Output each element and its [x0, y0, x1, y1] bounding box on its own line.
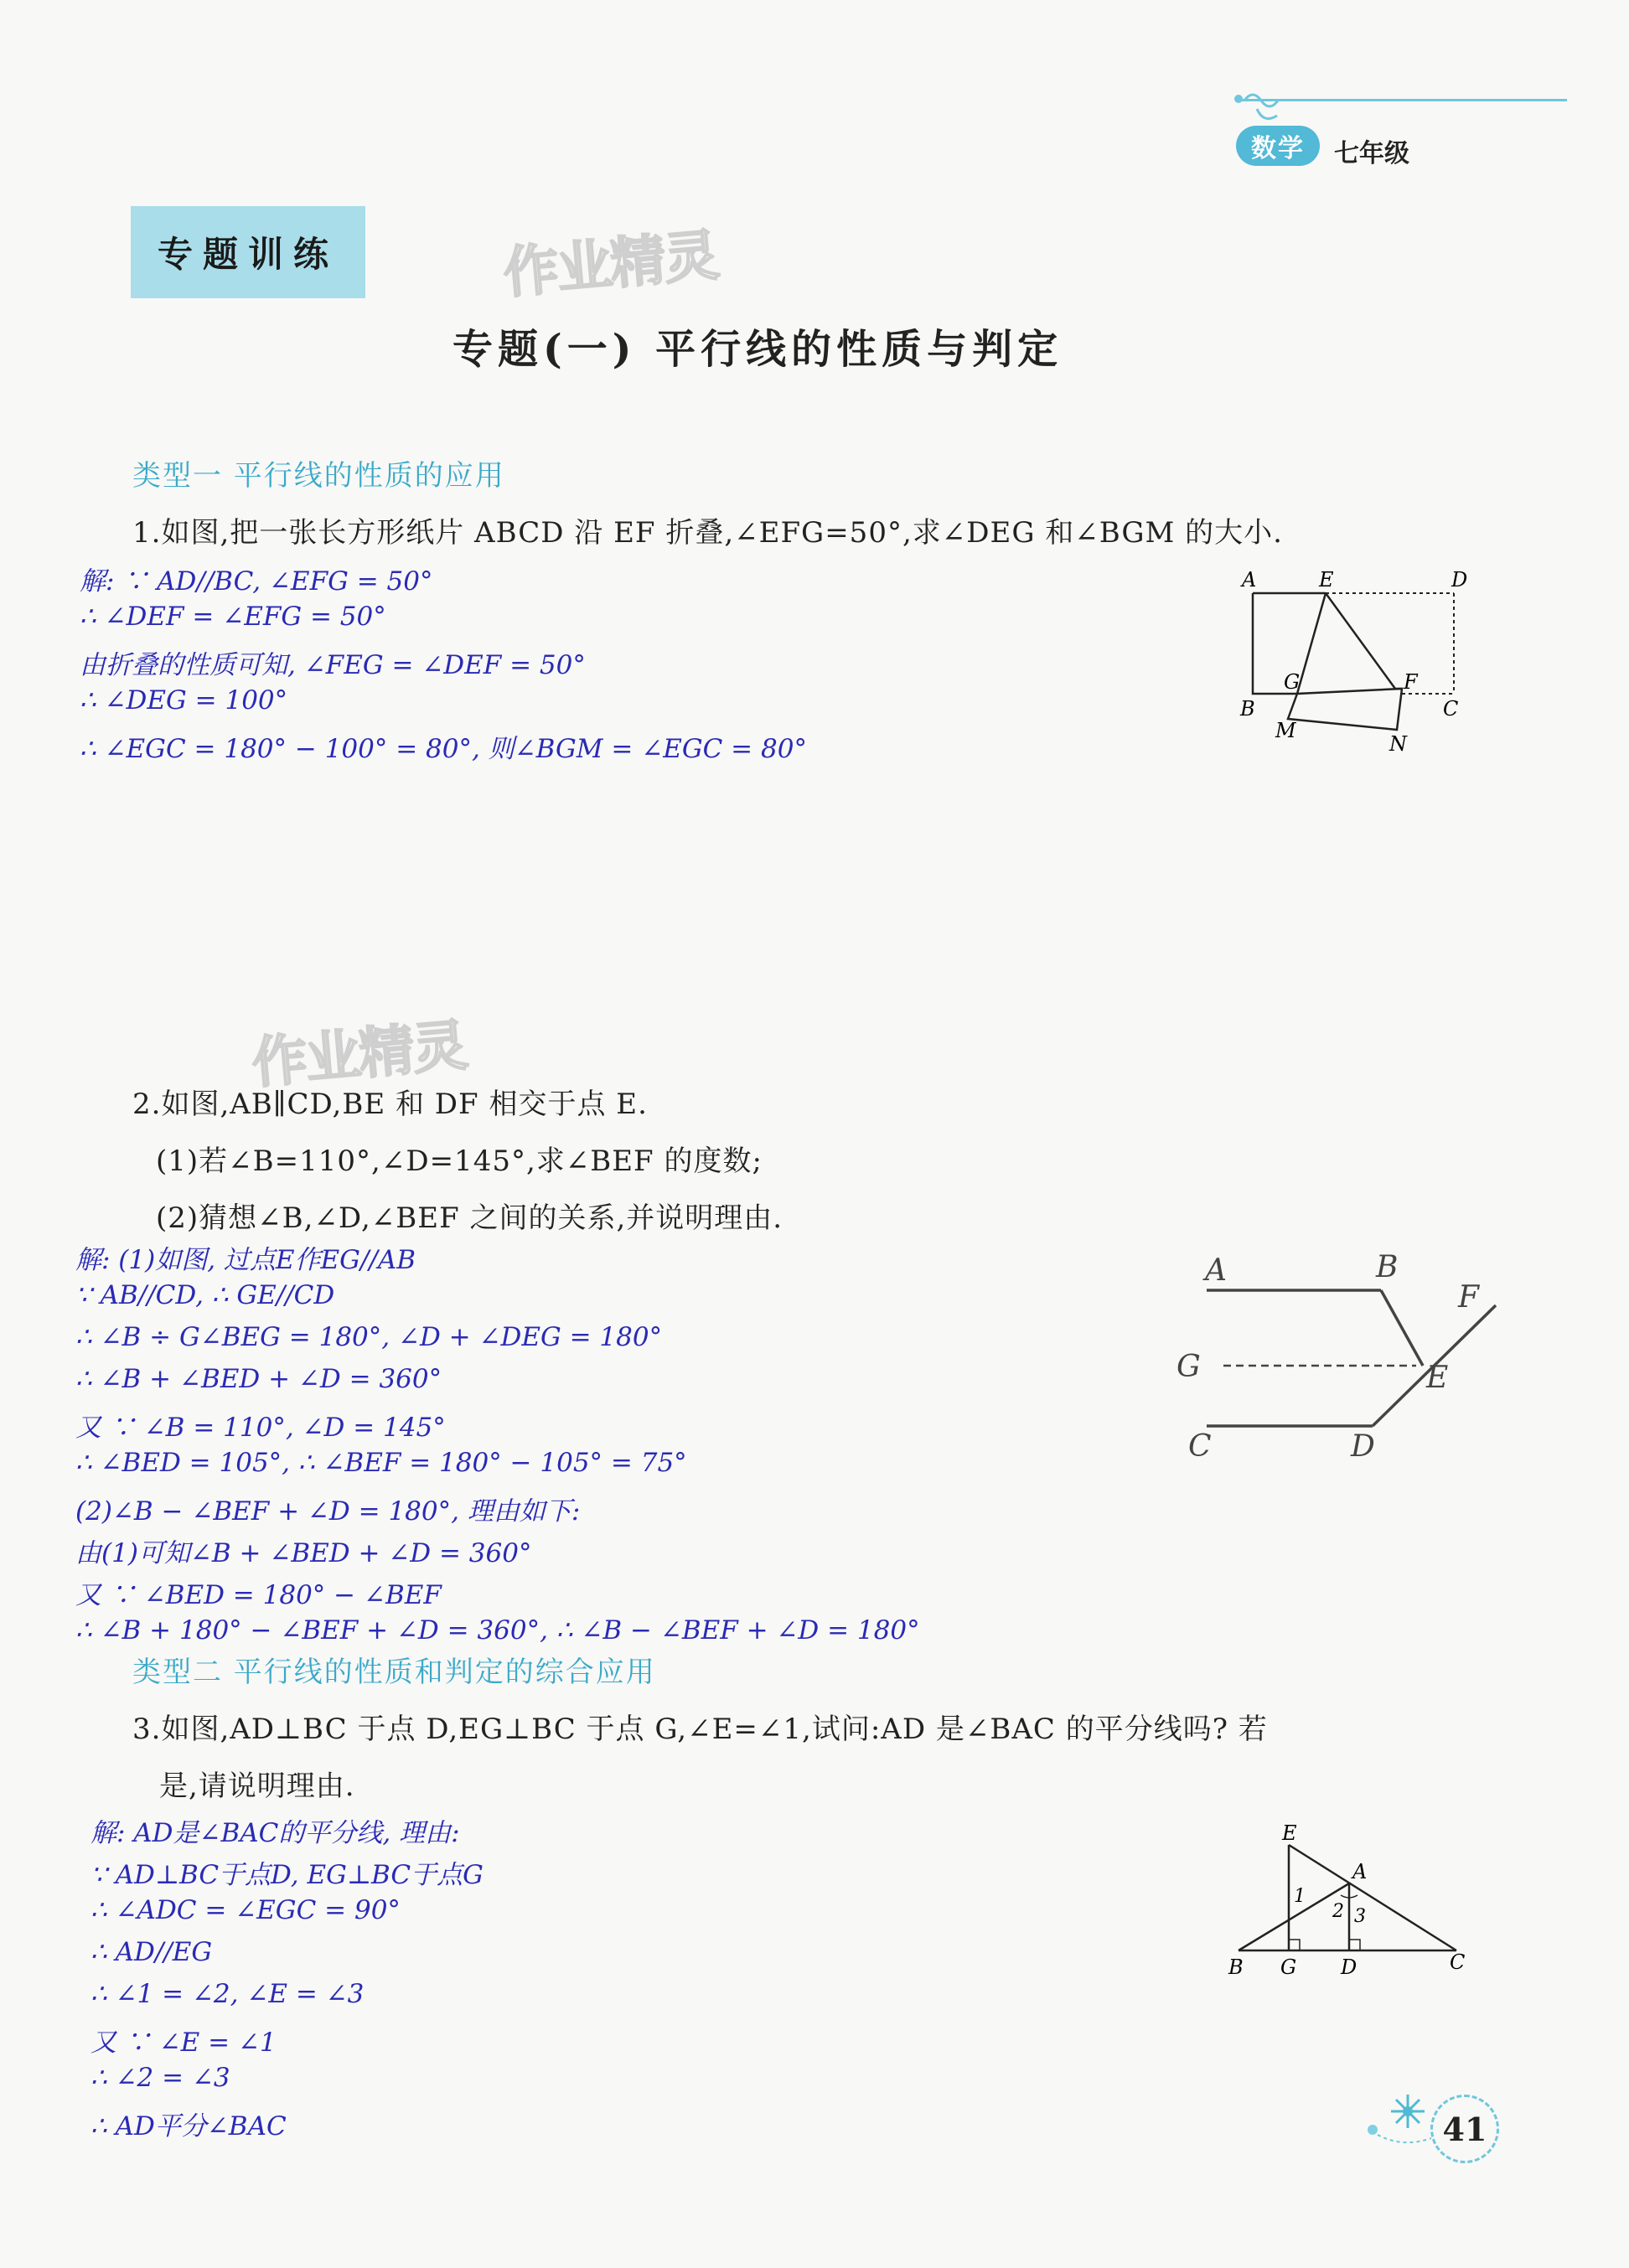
- fig3-label-g: G: [1280, 1955, 1297, 1979]
- figure-3-diagram: [1215, 1810, 1483, 1986]
- solution-2-line: ∴ ∠B + 180° − ∠BEF + ∠D = 360°, ∴ ∠B − ∠BEF + ∠D = 180°: [75, 1615, 920, 1645]
- fig3-label-3: 3: [1354, 1906, 1366, 1927]
- solution-1-line: 由折叠的性质可知, ∠FEG = ∠DEF = 50°: [80, 650, 586, 680]
- fig2-label-c: C: [1188, 1429, 1212, 1464]
- fig2-label-f: F: [1458, 1280, 1479, 1315]
- fig2-label-b: B: [1376, 1250, 1399, 1284]
- section-label: 专题训练: [157, 234, 339, 275]
- problem-2-text: 2.如图,AB∥CD,BE 和 DF 相交于点 E.: [132, 1088, 648, 1121]
- solution-2-line: ∴ ∠B ÷ G∠BEG = 180°, ∠D + ∠DEG = 180°: [75, 1322, 663, 1352]
- solution-2-line: ∴ ∠BED = 105°, ∴ ∠BEF = 180° − 105° = 75°: [75, 1448, 687, 1478]
- solution-3-line: ∴ ∠2 = ∠3: [90, 2063, 230, 2093]
- problem-2-part2: (2)猜想∠B,∠D,∠BEF 之间的关系,并说明理由.: [156, 1201, 783, 1235]
- problem-3-text: 3.如图,AD⊥BC 于点 D,EG⊥BC 于点 G,∠E=∠1,试问:AD 是∠BAC 的平分线吗? 若: [132, 1713, 1268, 1746]
- subject-badge: 数学: [1236, 126, 1320, 166]
- solution-2-line: ∴ ∠B + ∠BED + ∠D = 360°: [75, 1364, 442, 1394]
- type-heading-1: 类型一 平行线的性质的应用: [132, 459, 505, 493]
- solution-1-line: ∴ ∠DEF = ∠EFG = 50°: [80, 602, 386, 632]
- fig2-label-d: D: [1351, 1429, 1375, 1464]
- fig1-label-e: E: [1319, 568, 1334, 592]
- fig3-label-b: B: [1228, 1955, 1244, 1979]
- fig1-label-f: F: [1404, 670, 1418, 694]
- solution-2-line: 又 ∵ ∠BED = 180° − ∠BEF: [75, 1580, 442, 1610]
- solution-3-line: ∴ ∠ADC = ∠EGC = 90°: [90, 1895, 401, 1925]
- solution-2-line: 解: (1)如图, 过点E作EG//AB: [75, 1245, 416, 1275]
- solution-1-line: ∴ ∠DEG = 100°: [80, 685, 288, 716]
- solution-3-line: 解: AD是∠BAC的平分线, 理由:: [90, 1818, 460, 1848]
- fig1-label-b: B: [1240, 697, 1255, 721]
- fig1-label-m: M: [1275, 719, 1296, 742]
- fig2-label-a: A: [1205, 1253, 1227, 1288]
- fig1-label-g: G: [1284, 670, 1301, 694]
- grade-label: 七年级: [1334, 139, 1409, 168]
- fig1-label-n: N: [1389, 732, 1407, 756]
- fig1-label-a: A: [1242, 568, 1257, 592]
- solution-2-line: (2)∠B − ∠BEF + ∠D = 180°, 理由如下:: [75, 1496, 581, 1527]
- fig3-label-2: 2: [1332, 1901, 1344, 1922]
- solution-1-line: 解: ∵ AD//BC, ∠EFG = 50°: [80, 566, 433, 597]
- problem-1-text: 1.如图,把一张长方形纸片 ABCD 沿 EF 折叠,∠EFG=50°,求∠DEG 和∠BGM 的大小.: [132, 516, 1283, 550]
- page-number-badge: [1430, 2095, 1499, 2163]
- fig1-label-c: C: [1443, 697, 1459, 721]
- figure-1-diagram: [1232, 561, 1483, 762]
- fig1-label-d: D: [1451, 568, 1468, 592]
- figure-2-diagram: [1165, 1240, 1517, 1475]
- solution-1-line: ∴ ∠EGC = 180° − 100° = 80°, 则∠BGM = ∠EGC = 80°: [80, 734, 807, 764]
- solution-2-line: ∵ AB//CD, ∴ GE//CD: [75, 1280, 335, 1310]
- flower-ornament-icon: [1358, 2086, 1433, 2153]
- page-number: 41: [1442, 2110, 1487, 2148]
- problem-3-text-cont: 是,请说明理由.: [159, 1769, 355, 1803]
- fig2-label-g: G: [1176, 1350, 1201, 1384]
- page-title: 专题(一) 平行线的性质与判定: [452, 326, 1063, 373]
- solution-3-line: ∴ ∠1 = ∠2, ∠E = ∠3: [90, 1979, 365, 2009]
- solution-3-line: 又 ∵ ∠E = ∠1: [90, 2028, 277, 2058]
- solution-3-line: ∴ AD//EG: [90, 1937, 213, 1967]
- solution-3-line: ∴ AD平分∠BAC: [90, 2111, 287, 2141]
- problem-2-part1: (1)若∠B=110°,∠D=145°,求∠BEF 的度数;: [156, 1144, 763, 1178]
- fig3-label-1: 1: [1294, 1886, 1306, 1907]
- watermark: 作业精灵: [500, 222, 721, 306]
- solution-2-line: 由(1)可知∠B + ∠BED + ∠D = 360°: [75, 1538, 532, 1568]
- watermark: 作业精灵: [249, 1012, 469, 1096]
- type-heading-2: 类型二 平行线的性质和判定的综合应用: [132, 1656, 656, 1689]
- solution-2-line: 又 ∵ ∠B = 110°, ∠D = 145°: [75, 1413, 446, 1443]
- section-box: [131, 206, 365, 298]
- fig3-label-a: A: [1352, 1860, 1368, 1883]
- solution-3-line: ∵ AD⊥BC于点D, EG⊥BC于点G: [90, 1860, 484, 1890]
- fig3-label-e: E: [1282, 1821, 1297, 1845]
- fig3-label-c: C: [1450, 1950, 1466, 1974]
- fig2-label-e: E: [1426, 1361, 1449, 1395]
- fig3-label-d: D: [1341, 1955, 1358, 1979]
